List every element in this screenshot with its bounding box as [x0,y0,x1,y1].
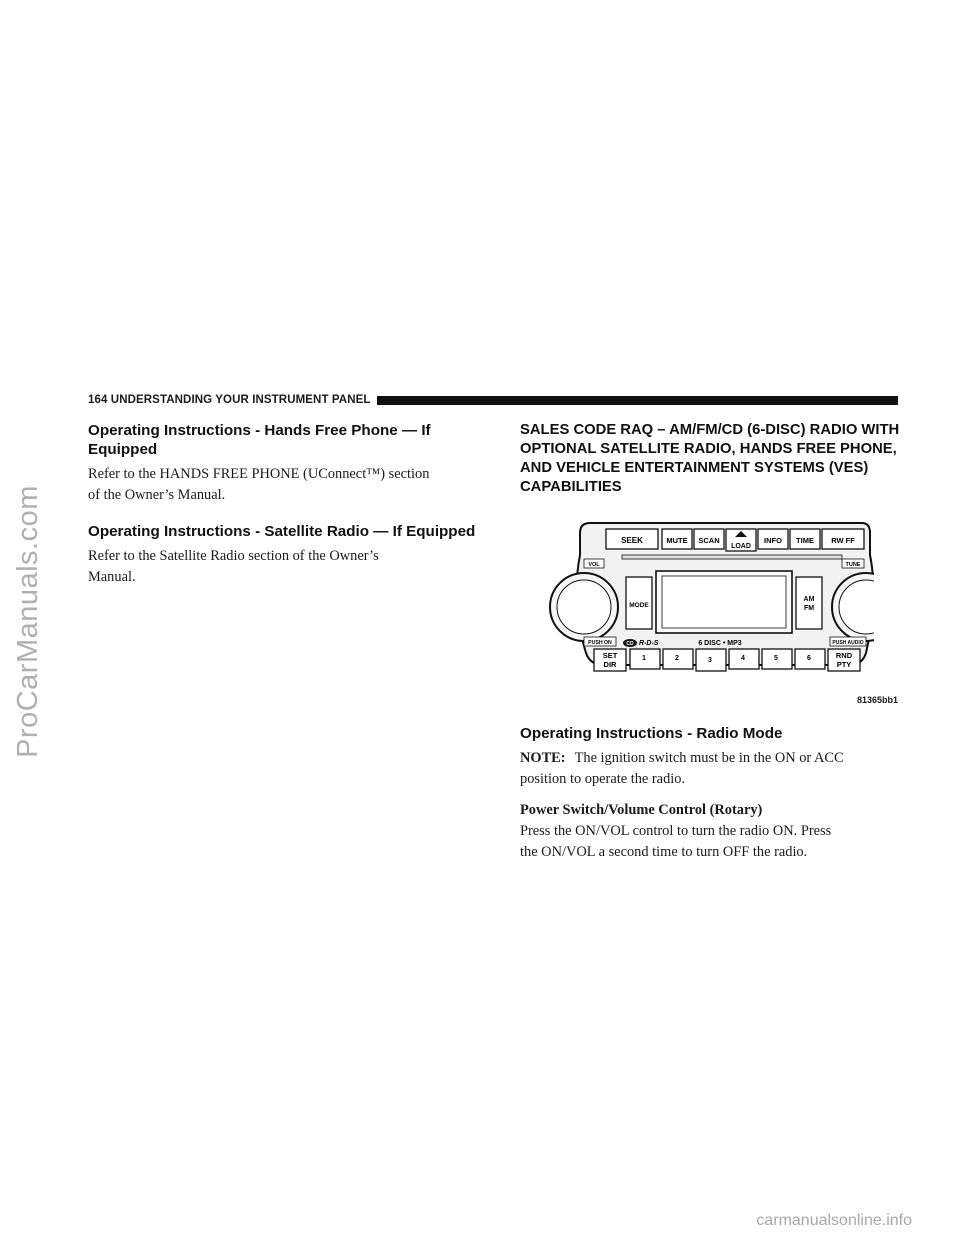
sales-code-heading: SALES CODE RAQ – AM/FM/CD (6-DISC) RADIO WITH OPTIONAL SATELLITE RADIO, HANDS FREE PHONE, AND VEHICLE ENTERTAINMENT SYSTEMS (VES) CAPABILITIES [520,422,900,495]
note-text-1: The ignition switch must be in the ON or ACC [574,750,844,766]
hands-free-body-line-1: Refer to the HANDS FREE PHONE (UConnect™) section [88,466,430,482]
note-label: NOTE: [520,750,566,766]
pty-label: PTY [836,660,852,669]
rnd-label: RND [835,651,853,660]
footer-watermark: carmanualsonline.info [756,1212,912,1229]
set-label: SET [602,651,618,660]
radio-illustration [544,515,874,695]
fm-label: FM [803,605,815,612]
cd-logo: CD [626,641,634,647]
seek-button-label: SEEK [621,536,643,545]
time-button-label: TIME [796,536,814,545]
rwff-button-label: RW FF [831,536,855,545]
preset-5-label: 5 [774,655,778,662]
radio-mode-heading: Operating Instructions - Radio Mode [520,725,783,742]
side-watermark-text: ProCarManuals.com [11,484,44,758]
disc-label: 6 DISC • MP3 [698,640,742,647]
preset-4-label: 4 [741,655,745,662]
page-header-title: UNDERSTANDING YOUR INSTRUMENT PANEL [110,394,371,406]
rds-label: R-D-S [639,640,659,647]
page-number: 164 [88,394,108,406]
left-column [88,421,498,588]
preset-6-label: 6 [807,655,811,662]
note-line-1 [520,748,900,769]
power-body-line-2: the ON/VOL a second time to turn OFF the radio. [520,844,808,860]
scan-button-label: SCAN [698,536,720,545]
preset-3-label: 3 [708,657,712,664]
power-body-line-1: Press the ON/VOL control to turn the radio ON. Press [520,823,832,839]
header-rule [377,396,899,405]
satellite-heading: Operating Instructions - Satellite Radio — If Equipped [88,523,476,540]
mute-button-label: MUTE [666,536,688,545]
push-audio-label: PUSH AUDIO [832,640,864,646]
power-switch-subheading: Power Switch/Volume Control (Rotary) [520,802,763,818]
page-header-text [88,394,377,406]
side-watermark [0,0,58,1242]
vol-label: VOL [588,562,600,568]
am-label: AM [803,596,815,603]
mode-button-label: MODE [629,602,649,609]
dir-label: DIR [603,660,617,669]
hands-free-body-line-2: of the Owner’s Manual. [88,487,226,503]
hands-free-heading: Operating Instructions - Hands Free Phone — If Equipped [88,422,431,458]
preset-2-label: 2 [675,655,679,662]
load-button-label: LOAD [731,543,751,550]
preset-1-label: 1 [642,655,646,662]
right-column [520,421,900,863]
satellite-body-line-1: Refer to the Satellite Radio section of the Owner’s [88,548,379,564]
figure-code: 81365bb1 [856,695,898,705]
tune-label: TUNE [845,562,861,568]
satellite-body-line-2: Manual. [88,569,136,585]
note-line-2: position to operate the radio. [520,771,686,787]
push-on-label: PUSH ON [588,640,612,646]
radio-figure [520,515,900,710]
info-button-label: INFO [764,536,782,545]
page-header [88,391,898,409]
